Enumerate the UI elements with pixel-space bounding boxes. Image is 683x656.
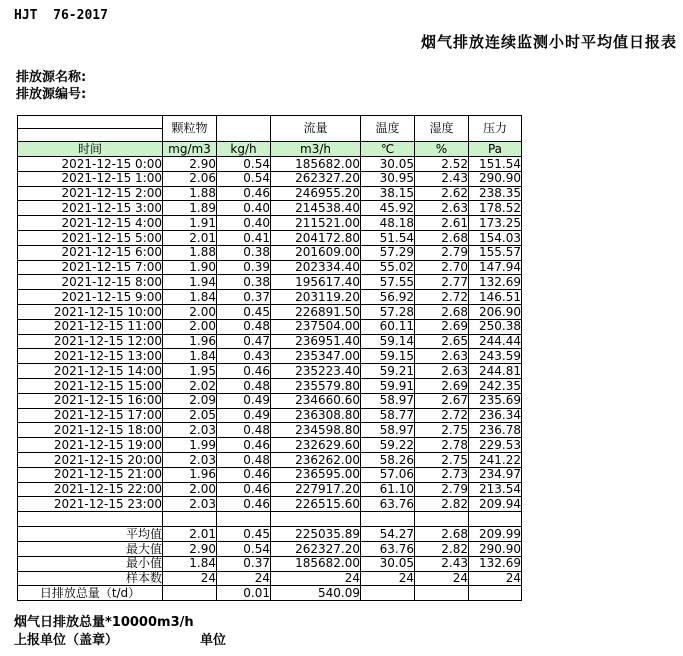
col-header-particulate: 颗粒物 <box>163 116 217 142</box>
value-cell: 45.92 <box>361 201 415 216</box>
value-cell: 154.03 <box>469 230 522 245</box>
value-cell: 2.90 <box>163 157 217 172</box>
reporting-unit-label: 上报单位（盖章） <box>14 633 119 648</box>
value-cell: 2.72 <box>415 408 469 423</box>
value-cell: 1.84 <box>163 349 217 364</box>
unit-pa: Pa <box>469 142 522 157</box>
value-cell: 226515.60 <box>271 497 361 512</box>
value-cell: 0.48 <box>217 423 271 438</box>
value-cell: 57.29 <box>361 245 415 260</box>
value-cell: 24 <box>163 571 217 586</box>
value-cell: 0.46 <box>217 438 271 453</box>
value-cell: 24 <box>271 571 361 586</box>
value-cell: 58.26 <box>361 452 415 467</box>
value-cell: 246955.20 <box>271 186 361 201</box>
value-cell: 211521.00 <box>271 216 361 231</box>
value-cell: 24 <box>415 571 469 586</box>
value-cell: 242.35 <box>469 378 522 393</box>
summary-row <box>18 556 522 571</box>
value-cell: 0.38 <box>217 275 271 290</box>
table-row <box>18 171 522 186</box>
value-cell: 204172.80 <box>271 230 361 245</box>
value-cell: 155.57 <box>469 245 522 260</box>
value-cell: 59.14 <box>361 334 415 349</box>
time-cell: 2021-12-15 5:00 <box>18 230 163 245</box>
value-cell: 2.75 <box>415 452 469 467</box>
value-cell <box>469 586 522 601</box>
value-cell: 57.28 <box>361 304 415 319</box>
time-cell: 2021-12-15 3:00 <box>18 201 163 216</box>
value-cell: 236.78 <box>469 423 522 438</box>
value-cell: 151.54 <box>469 157 522 172</box>
summary-label-cell: 平均值 <box>18 527 163 542</box>
value-cell: 2.68 <box>415 304 469 319</box>
value-cell: 2.09 <box>163 393 217 408</box>
value-cell: 235.69 <box>469 393 522 408</box>
value-cell: 54.27 <box>361 527 415 542</box>
time-cell: 2021-12-15 9:00 <box>18 290 163 305</box>
value-cell: 206.90 <box>469 304 522 319</box>
value-cell: 63.76 <box>361 497 415 512</box>
table-row <box>18 452 522 467</box>
value-cell: 236595.00 <box>271 467 361 482</box>
value-cell: 2.01 <box>163 527 217 542</box>
value-cell: 185682.00 <box>271 157 361 172</box>
unit-label: 单位 <box>200 633 227 648</box>
value-cell: 55.02 <box>361 260 415 275</box>
value-cell: 0.46 <box>217 186 271 201</box>
table-row <box>18 364 522 379</box>
table-row <box>18 378 522 393</box>
value-cell: 2.63 <box>415 349 469 364</box>
value-cell: 243.59 <box>469 349 522 364</box>
value-cell: 209.94 <box>469 497 522 512</box>
value-cell: 30.05 <box>361 556 415 571</box>
blank-cell <box>469 512 522 527</box>
value-cell: 2.79 <box>415 482 469 497</box>
unit-kg-h: kg/h <box>217 142 271 157</box>
value-cell: 2.01 <box>163 230 217 245</box>
value-cell: 2.73 <box>415 467 469 482</box>
time-cell: 2021-12-15 22:00 <box>18 482 163 497</box>
value-cell: 195617.40 <box>271 275 361 290</box>
value-cell: 132.69 <box>469 275 522 290</box>
value-cell: 0.46 <box>217 467 271 482</box>
value-cell: 2.00 <box>163 319 217 334</box>
value-cell: 0.54 <box>217 157 271 172</box>
value-cell: 2.82 <box>415 541 469 556</box>
value-cell: 178.52 <box>469 201 522 216</box>
value-cell: 209.99 <box>469 527 522 542</box>
value-cell: 1.96 <box>163 467 217 482</box>
blank-cell <box>217 512 271 527</box>
value-cell: 57.55 <box>361 275 415 290</box>
value-cell: 2.69 <box>415 378 469 393</box>
blank-cell <box>18 129 163 142</box>
value-cell: 234.97 <box>469 467 522 482</box>
table-row <box>18 304 522 319</box>
value-cell: 203119.20 <box>271 290 361 305</box>
time-cell: 2021-12-15 2:00 <box>18 186 163 201</box>
summary-label-cell: 最小值 <box>18 556 163 571</box>
blank-cell <box>361 512 415 527</box>
value-cell: 24 <box>217 571 271 586</box>
value-cell: 24 <box>469 571 522 586</box>
time-cell: 2021-12-15 10:00 <box>18 304 163 319</box>
summary-label-cell: 最大值 <box>18 541 163 556</box>
value-cell: 0.40 <box>217 201 271 216</box>
value-cell: 0.43 <box>217 349 271 364</box>
value-cell: 30.05 <box>361 157 415 172</box>
col-header-flow: 流量 <box>271 116 361 142</box>
value-cell: 38.15 <box>361 186 415 201</box>
unit-m3-h: m3/h <box>271 142 361 157</box>
value-cell: 235579.80 <box>271 378 361 393</box>
value-cell: 58.97 <box>361 423 415 438</box>
table-row <box>18 423 522 438</box>
value-cell: 2.63 <box>415 201 469 216</box>
value-cell: 236262.00 <box>271 452 361 467</box>
value-cell: 244.44 <box>469 334 522 349</box>
time-cell: 2021-12-15 15:00 <box>18 378 163 393</box>
time-cell: 2021-12-15 6:00 <box>18 245 163 260</box>
value-cell: 540.09 <box>271 586 361 601</box>
blank-cell <box>415 512 469 527</box>
value-cell: 236.34 <box>469 408 522 423</box>
value-cell: 2.72 <box>415 290 469 305</box>
value-cell: 58.97 <box>361 393 415 408</box>
value-cell: 234598.80 <box>271 423 361 438</box>
value-cell: 2.03 <box>163 452 217 467</box>
value-cell: 0.38 <box>217 245 271 260</box>
summary-row <box>18 541 522 556</box>
value-cell: 2.52 <box>415 157 469 172</box>
value-cell: 262327.20 <box>271 171 361 186</box>
value-cell: 235223.40 <box>271 364 361 379</box>
value-cell: 290.90 <box>469 171 522 186</box>
emission-source-code-label: 排放源编号: <box>16 87 87 102</box>
time-cell: 2021-12-15 13:00 <box>18 349 163 364</box>
value-cell: 63.76 <box>361 541 415 556</box>
value-cell: 2.69 <box>415 319 469 334</box>
table-row <box>18 393 522 408</box>
time-cell: 2021-12-15 21:00 <box>18 467 163 482</box>
table-row <box>18 260 522 275</box>
value-cell: 237504.00 <box>271 319 361 334</box>
time-cell: 2021-12-15 12:00 <box>18 334 163 349</box>
unit-mg-m3: mg/m3 <box>163 142 217 157</box>
summary-row <box>18 527 522 542</box>
col-header-temperature: 温度 <box>361 116 415 142</box>
value-cell: 2.75 <box>415 423 469 438</box>
value-cell: 236308.80 <box>271 408 361 423</box>
value-cell: 1.84 <box>163 556 217 571</box>
table-row <box>18 319 522 334</box>
table-row <box>18 245 522 260</box>
value-cell: 1.95 <box>163 364 217 379</box>
standard-code: HJT 76-2017 <box>14 8 108 23</box>
time-cell: 2021-12-15 8:00 <box>18 275 163 290</box>
value-cell: 24 <box>361 571 415 586</box>
value-cell: 1.88 <box>163 245 217 260</box>
value-cell: 0.48 <box>217 452 271 467</box>
value-cell: 30.95 <box>361 171 415 186</box>
value-cell: 2.61 <box>415 216 469 231</box>
value-cell: 202334.40 <box>271 260 361 275</box>
value-cell: 2.00 <box>163 304 217 319</box>
value-cell: 0.41 <box>217 230 271 245</box>
value-cell: 56.92 <box>361 290 415 305</box>
value-cell: 2.63 <box>415 364 469 379</box>
value-cell: 225035.89 <box>271 527 361 542</box>
value-cell: 1.89 <box>163 201 217 216</box>
value-cell: 2.00 <box>163 482 217 497</box>
value-cell: 2.06 <box>163 171 217 186</box>
col-header-pressure: 压力 <box>469 116 522 142</box>
value-cell: 232629.60 <box>271 438 361 453</box>
value-cell: 59.15 <box>361 349 415 364</box>
value-cell: 173.25 <box>469 216 522 231</box>
monitoring-table <box>17 115 522 601</box>
value-cell: 2.03 <box>163 497 217 512</box>
table-row <box>18 334 522 349</box>
time-cell: 2021-12-15 0:00 <box>18 157 163 172</box>
table-header <box>18 116 522 157</box>
summary-rows <box>18 512 522 601</box>
value-cell: 1.88 <box>163 186 217 201</box>
time-cell: 2021-12-15 4:00 <box>18 216 163 231</box>
time-cell: 2021-12-15 20:00 <box>18 452 163 467</box>
value-cell: 0.49 <box>217 408 271 423</box>
value-cell: 58.77 <box>361 408 415 423</box>
value-cell: 2.62 <box>415 186 469 201</box>
value-cell: 0.01 <box>217 586 271 601</box>
time-cell: 2021-12-15 14:00 <box>18 364 163 379</box>
unit-percent: % <box>415 142 469 157</box>
time-cell: 2021-12-15 7:00 <box>18 260 163 275</box>
table-row <box>18 290 522 305</box>
time-cell: 2021-12-15 1:00 <box>18 171 163 186</box>
total-emission-note: 烟气日排放总量*10000m3/h <box>14 615 194 630</box>
value-cell: 2.77 <box>415 275 469 290</box>
emission-source-name-label: 排放源名称: <box>16 70 87 85</box>
value-cell: 0.37 <box>217 290 271 305</box>
value-cell: 2.02 <box>163 378 217 393</box>
value-cell: 226891.50 <box>271 304 361 319</box>
hourly-data-rows <box>18 157 522 512</box>
value-cell: 201609.00 <box>271 245 361 260</box>
value-cell: 2.78 <box>415 438 469 453</box>
value-cell: 0.46 <box>217 364 271 379</box>
value-cell: 0.48 <box>217 319 271 334</box>
value-cell: 213.54 <box>469 482 522 497</box>
value-cell <box>361 586 415 601</box>
col-header-blank <box>217 116 271 142</box>
value-cell: 2.82 <box>415 497 469 512</box>
value-cell: 214538.40 <box>271 201 361 216</box>
value-cell: 0.47 <box>217 334 271 349</box>
value-cell: 1.84 <box>163 290 217 305</box>
value-cell: 0.40 <box>217 216 271 231</box>
table-row <box>18 275 522 290</box>
value-cell: 0.46 <box>217 497 271 512</box>
value-cell: 2.67 <box>415 393 469 408</box>
blank-cell <box>163 512 217 527</box>
value-cell: 241.22 <box>469 452 522 467</box>
value-cell: 262327.20 <box>271 541 361 556</box>
value-cell: 244.81 <box>469 364 522 379</box>
summary-label-cell: 日排放总量（t/d） <box>18 586 163 601</box>
spacer-row <box>18 512 522 527</box>
value-cell: 2.65 <box>415 334 469 349</box>
table-row <box>18 408 522 423</box>
value-cell: 2.05 <box>163 408 217 423</box>
table-row <box>18 157 522 172</box>
value-cell: 146.51 <box>469 290 522 305</box>
value-cell: 1.94 <box>163 275 217 290</box>
time-cell: 2021-12-15 11:00 <box>18 319 163 334</box>
unit-header-row <box>18 142 522 157</box>
time-cell: 2021-12-15 17:00 <box>18 408 163 423</box>
col-header-humidity: 湿度 <box>415 116 469 142</box>
header-row-top <box>18 116 522 129</box>
value-cell: 2.68 <box>415 527 469 542</box>
value-cell: 132.69 <box>469 556 522 571</box>
time-cell: 2021-12-15 19:00 <box>18 438 163 453</box>
time-header-cell: 时间 <box>18 142 163 157</box>
value-cell: 0.49 <box>217 393 271 408</box>
value-cell: 229.53 <box>469 438 522 453</box>
blank-cell <box>18 116 163 129</box>
value-cell: 61.10 <box>361 482 415 497</box>
blank-cell <box>18 512 163 527</box>
value-cell: 227917.20 <box>271 482 361 497</box>
value-cell: 234660.60 <box>271 393 361 408</box>
value-cell: 2.79 <box>415 245 469 260</box>
time-cell: 2021-12-15 16:00 <box>18 393 163 408</box>
value-cell: 290.90 <box>469 541 522 556</box>
value-cell: 185682.00 <box>271 556 361 571</box>
value-cell <box>163 586 217 601</box>
blank-cell <box>271 512 361 527</box>
value-cell: 2.43 <box>415 556 469 571</box>
value-cell: 2.68 <box>415 230 469 245</box>
value-cell: 1.99 <box>163 438 217 453</box>
value-cell: 2.90 <box>163 541 217 556</box>
value-cell <box>415 586 469 601</box>
value-cell: 238.35 <box>469 186 522 201</box>
table-row <box>18 438 522 453</box>
value-cell: 59.21 <box>361 364 415 379</box>
value-cell: 59.91 <box>361 378 415 393</box>
table-row <box>18 230 522 245</box>
table-row <box>18 467 522 482</box>
value-cell: 0.46 <box>217 482 271 497</box>
value-cell: 250.38 <box>469 319 522 334</box>
value-cell: 2.43 <box>415 171 469 186</box>
value-cell: 0.45 <box>217 527 271 542</box>
value-cell: 57.06 <box>361 467 415 482</box>
value-cell: 147.94 <box>469 260 522 275</box>
time-cell: 2021-12-15 18:00 <box>18 423 163 438</box>
table-row <box>18 349 522 364</box>
report-title: 烟气排放连续监测小时平均值日报表 <box>420 33 677 51</box>
summary-label-cell: 样本数 <box>18 571 163 586</box>
value-cell: 0.37 <box>217 556 271 571</box>
table-row <box>18 216 522 231</box>
value-cell: 0.39 <box>217 260 271 275</box>
table-row <box>18 186 522 201</box>
value-cell: 60.11 <box>361 319 415 334</box>
value-cell: 48.18 <box>361 216 415 231</box>
value-cell: 2.70 <box>415 260 469 275</box>
value-cell: 0.54 <box>217 171 271 186</box>
value-cell: 1.90 <box>163 260 217 275</box>
value-cell: 0.45 <box>217 304 271 319</box>
value-cell: 0.48 <box>217 378 271 393</box>
value-cell: 235347.00 <box>271 349 361 364</box>
value-cell: 1.91 <box>163 216 217 231</box>
value-cell: 0.54 <box>217 541 271 556</box>
value-cell: 59.22 <box>361 438 415 453</box>
summary-row <box>18 586 522 601</box>
unit-celsius: ℃ <box>361 142 415 157</box>
value-cell: 236951.40 <box>271 334 361 349</box>
time-cell: 2021-12-15 23:00 <box>18 497 163 512</box>
table-row <box>18 201 522 216</box>
summary-row <box>18 571 522 586</box>
value-cell: 51.54 <box>361 230 415 245</box>
table-row <box>18 497 522 512</box>
value-cell: 2.03 <box>163 423 217 438</box>
table-row <box>18 482 522 497</box>
value-cell: 1.96 <box>163 334 217 349</box>
